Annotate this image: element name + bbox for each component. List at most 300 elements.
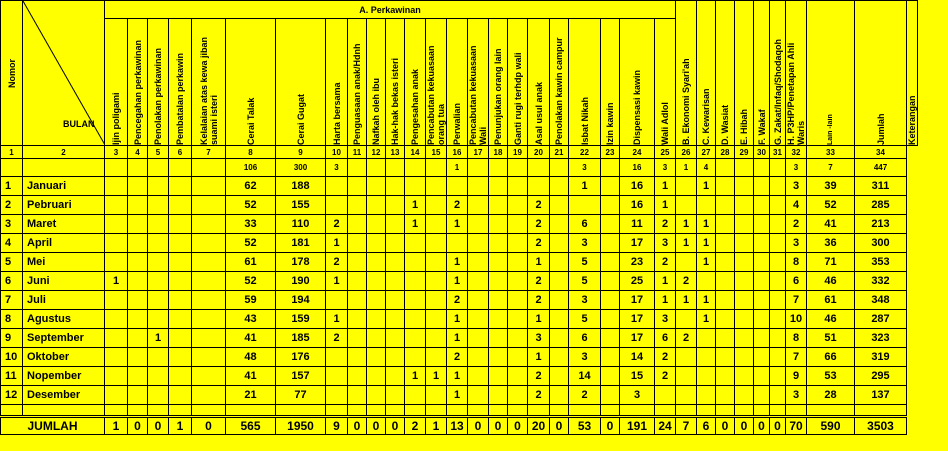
data-cell bbox=[148, 386, 169, 405]
cell-value: 2 bbox=[333, 332, 340, 344]
data-cell bbox=[105, 234, 128, 253]
data-cell bbox=[192, 348, 226, 367]
month-cell bbox=[23, 348, 105, 367]
blank-cell bbox=[754, 405, 770, 417]
jumlah-cell bbox=[807, 417, 855, 435]
row-number bbox=[1, 329, 23, 348]
column-header-label: Hak-hak bekas isteri bbox=[390, 57, 400, 145]
data-cell bbox=[226, 253, 276, 272]
cell-value: 2 bbox=[682, 275, 690, 287]
column-header-label: Harta bersama bbox=[331, 82, 342, 145]
data-cell bbox=[550, 177, 569, 196]
cell-value: 1 bbox=[453, 332, 461, 344]
jumlah-value: 13 bbox=[450, 419, 464, 433]
data-cell bbox=[405, 234, 426, 253]
column-number-label: 21 bbox=[554, 147, 564, 157]
data-cell bbox=[770, 272, 786, 291]
data-cell bbox=[386, 348, 405, 367]
data-cell bbox=[348, 291, 367, 310]
data-cell bbox=[735, 253, 754, 272]
data-cell bbox=[754, 386, 770, 405]
blank-cell bbox=[735, 405, 754, 417]
blank-cell bbox=[226, 405, 276, 417]
data-cell bbox=[326, 234, 348, 253]
cell-value: 7 bbox=[792, 351, 800, 363]
table-row bbox=[1, 196, 918, 215]
blank-cell bbox=[405, 405, 426, 417]
data-cell bbox=[550, 196, 569, 215]
total-cell bbox=[405, 159, 426, 177]
cell-value: 178 bbox=[291, 256, 310, 268]
blank-cell bbox=[528, 405, 550, 417]
column-number bbox=[169, 146, 192, 159]
month-cell bbox=[23, 272, 105, 291]
data-cell bbox=[468, 310, 489, 329]
cell-value: 1 bbox=[333, 275, 340, 287]
data-cell bbox=[105, 310, 128, 329]
jumlah-value: 0 bbox=[372, 419, 380, 433]
data-cell bbox=[716, 215, 735, 234]
jumlah-value: 0 bbox=[758, 419, 765, 433]
column-header-label: Penolakan kawin campur bbox=[554, 37, 564, 145]
data-cell bbox=[348, 310, 367, 329]
cell-value: 1 bbox=[661, 275, 669, 287]
data-cell bbox=[676, 253, 697, 272]
section-header bbox=[105, 1, 676, 19]
data-cell bbox=[550, 253, 569, 272]
data-cell bbox=[105, 291, 128, 310]
total-cell bbox=[226, 159, 276, 177]
jumlah-value: 7 bbox=[682, 419, 690, 433]
cell-value: 1 bbox=[453, 370, 461, 382]
data-cell bbox=[148, 272, 169, 291]
column-number bbox=[226, 146, 276, 159]
jumlah-cell bbox=[386, 417, 405, 435]
jumlah-value: 24 bbox=[658, 419, 672, 433]
jumlah-cell bbox=[569, 417, 601, 435]
cell-value: 77 bbox=[294, 389, 307, 401]
data-cell bbox=[754, 196, 770, 215]
data-cell bbox=[405, 272, 426, 291]
cell-value: 5 bbox=[581, 313, 588, 325]
row-number-label: 8 bbox=[5, 313, 12, 325]
column-header bbox=[770, 1, 786, 146]
data-cell bbox=[468, 177, 489, 196]
cell-value: 1 bbox=[661, 294, 669, 306]
data-cell bbox=[226, 196, 276, 215]
total-cell bbox=[855, 159, 907, 177]
cell-value: 1 bbox=[411, 370, 419, 382]
cell-value: 300 bbox=[871, 237, 890, 249]
data-cell bbox=[807, 253, 855, 272]
data-cell bbox=[569, 253, 601, 272]
data-cell bbox=[508, 234, 528, 253]
cell-value: 4 bbox=[792, 199, 800, 211]
cell-value: 159 bbox=[291, 313, 310, 325]
data-cell bbox=[276, 272, 326, 291]
column-number-label: 32 bbox=[791, 147, 801, 157]
cell-value: 2 bbox=[535, 389, 542, 401]
data-cell bbox=[326, 386, 348, 405]
data-cell bbox=[697, 215, 716, 234]
row-number-label: 10 bbox=[5, 351, 18, 363]
total-cell bbox=[676, 159, 697, 177]
data-cell bbox=[226, 215, 276, 234]
data-cell bbox=[468, 253, 489, 272]
column-header bbox=[447, 19, 468, 146]
cell-value: 1 bbox=[702, 180, 710, 192]
cell-value: 17 bbox=[630, 332, 644, 344]
column-number-label: 22 bbox=[580, 147, 589, 157]
cell-value: 16 bbox=[630, 180, 644, 192]
data-cell bbox=[676, 234, 697, 253]
data-cell bbox=[786, 367, 807, 386]
cell-value: 14 bbox=[578, 370, 591, 382]
column-number-label: 10 bbox=[332, 147, 341, 157]
data-cell bbox=[169, 177, 192, 196]
column-number bbox=[386, 146, 405, 159]
total-cell bbox=[128, 159, 148, 177]
jumlah-cell bbox=[676, 417, 697, 435]
total-value: 3 bbox=[582, 163, 587, 172]
data-cell bbox=[169, 367, 192, 386]
column-header-label: Cerai Gugat bbox=[295, 93, 306, 145]
data-cell bbox=[367, 215, 386, 234]
row-number bbox=[1, 177, 23, 196]
column-number-label: 14 bbox=[410, 147, 420, 157]
data-cell bbox=[128, 329, 148, 348]
column-number-label: 13 bbox=[390, 147, 400, 157]
blank-cell bbox=[447, 405, 468, 417]
data-cell bbox=[348, 253, 367, 272]
column-number bbox=[405, 146, 426, 159]
data-cell bbox=[807, 329, 855, 348]
data-cell bbox=[550, 329, 569, 348]
cell-value: 2 bbox=[535, 218, 542, 230]
jumlah-value: 0 bbox=[774, 419, 781, 433]
data-cell bbox=[105, 272, 128, 291]
data-cell bbox=[786, 329, 807, 348]
data-cell bbox=[276, 215, 326, 234]
data-cell bbox=[508, 196, 528, 215]
data-cell bbox=[655, 310, 676, 329]
data-cell bbox=[735, 291, 754, 310]
total-cell bbox=[569, 159, 601, 177]
data-cell bbox=[128, 272, 148, 291]
column-number-label: 23 bbox=[605, 147, 615, 157]
data-cell bbox=[676, 310, 697, 329]
data-cell bbox=[386, 329, 405, 348]
column-header bbox=[105, 19, 128, 146]
data-cell bbox=[770, 329, 786, 348]
month-label: Oktober bbox=[27, 351, 70, 363]
column-header-label: Keterangan bbox=[907, 95, 917, 145]
data-cell bbox=[754, 329, 770, 348]
data-cell bbox=[367, 177, 386, 196]
cell-value: 52 bbox=[244, 275, 257, 287]
row-number bbox=[1, 386, 23, 405]
data-cell bbox=[569, 291, 601, 310]
jumlah-value: 0 bbox=[494, 419, 502, 433]
cell-value: 1 bbox=[154, 332, 162, 344]
data-cell bbox=[426, 196, 447, 215]
cell-value: 1 bbox=[453, 313, 461, 325]
data-cell bbox=[807, 386, 855, 405]
cell-value: 332 bbox=[871, 275, 890, 287]
cell-value: 155 bbox=[291, 199, 310, 211]
data-cell bbox=[148, 310, 169, 329]
data-cell bbox=[550, 291, 569, 310]
column-header-label: Pembatalan perkawin bbox=[175, 52, 185, 145]
column-header-label: F. Wakaf bbox=[756, 109, 767, 145]
data-cell bbox=[367, 253, 386, 272]
column-header-label: Ganti rugi terhdp wali bbox=[512, 52, 523, 145]
total-cell bbox=[508, 159, 528, 177]
blank-cell bbox=[655, 405, 676, 417]
column-header bbox=[569, 19, 601, 146]
month-label: Juli bbox=[27, 294, 46, 306]
data-cell bbox=[807, 367, 855, 386]
cell-value: 2 bbox=[535, 199, 542, 211]
cell-value: 2 bbox=[661, 351, 669, 363]
cell-value: 62 bbox=[244, 180, 257, 192]
data-cell bbox=[754, 310, 770, 329]
jumlah-cell bbox=[226, 417, 276, 435]
data-cell bbox=[655, 234, 676, 253]
cell-value: 1 bbox=[453, 389, 461, 401]
column-header bbox=[468, 19, 489, 146]
data-cell bbox=[192, 234, 226, 253]
data-cell bbox=[550, 215, 569, 234]
blank-cell bbox=[148, 405, 169, 417]
jumlah-value: 1950 bbox=[287, 419, 314, 433]
data-cell bbox=[620, 291, 655, 310]
jumlah-cell bbox=[447, 417, 468, 435]
data-cell bbox=[754, 234, 770, 253]
column-header bbox=[128, 19, 148, 146]
data-cell bbox=[192, 367, 226, 386]
column-header bbox=[169, 19, 192, 146]
column-number bbox=[23, 146, 105, 159]
data-cell bbox=[226, 386, 276, 405]
jumlah-cell bbox=[326, 417, 348, 435]
cell-value: 287 bbox=[871, 313, 890, 325]
jumlah-cell bbox=[426, 417, 447, 435]
column-number-label: 6 bbox=[177, 147, 183, 157]
data-cell bbox=[148, 291, 169, 310]
data-cell bbox=[807, 291, 855, 310]
jumlah-value: 20 bbox=[531, 419, 546, 433]
data-cell bbox=[105, 196, 128, 215]
data-cell bbox=[405, 329, 426, 348]
data-cell bbox=[386, 310, 405, 329]
data-cell bbox=[447, 234, 468, 253]
data-cell bbox=[326, 348, 348, 367]
data-cell bbox=[405, 367, 426, 386]
jumlah-value: 0 bbox=[740, 419, 748, 433]
cell-value: 190 bbox=[291, 275, 310, 287]
cell-value: 1 bbox=[453, 275, 461, 287]
total-cell bbox=[807, 159, 855, 177]
data-cell bbox=[447, 215, 468, 234]
cell-value: 2 bbox=[581, 389, 588, 401]
cell-value: 2 bbox=[792, 218, 800, 230]
column-header-label: E. Hibah bbox=[739, 108, 749, 145]
column-header bbox=[367, 19, 386, 146]
data-cell bbox=[276, 196, 326, 215]
column-header bbox=[697, 1, 716, 146]
data-cell bbox=[226, 348, 276, 367]
total-value: 1 bbox=[454, 163, 460, 172]
column-header-label: Jumlah bbox=[875, 113, 886, 145]
data-cell bbox=[601, 196, 620, 215]
total-cell bbox=[601, 159, 620, 177]
cell-value: 3 bbox=[792, 237, 800, 249]
data-cell bbox=[550, 386, 569, 405]
data-cell bbox=[148, 196, 169, 215]
data-cell bbox=[735, 196, 754, 215]
column-header-label: Penunjukan orang lain bbox=[493, 48, 503, 145]
data-cell bbox=[735, 177, 754, 196]
cell-value: 23 bbox=[630, 256, 644, 268]
jumlah-cell bbox=[405, 417, 426, 435]
data-cell bbox=[105, 348, 128, 367]
total-cell bbox=[468, 159, 489, 177]
row-number bbox=[1, 348, 23, 367]
column-header-label: Pengesahan anak bbox=[410, 68, 420, 145]
data-cell bbox=[716, 291, 735, 310]
cell-value: 319 bbox=[871, 351, 890, 363]
column-header-label: Pencabutan kekuasaan Wali bbox=[468, 45, 488, 145]
data-cell bbox=[468, 367, 489, 386]
column-number bbox=[348, 146, 367, 159]
total-value: 300 bbox=[293, 163, 308, 172]
row-number-label: 7 bbox=[5, 294, 12, 306]
jumlah-cell bbox=[128, 417, 148, 435]
total-cell bbox=[655, 159, 676, 177]
data-cell bbox=[601, 310, 620, 329]
cell-value: 71 bbox=[824, 256, 837, 268]
data-cell bbox=[468, 386, 489, 405]
data-cell bbox=[148, 177, 169, 196]
table-row bbox=[1, 234, 918, 253]
cell-value: 1 bbox=[702, 218, 710, 230]
data-cell bbox=[620, 177, 655, 196]
data-cell bbox=[855, 348, 907, 367]
column-number bbox=[676, 146, 697, 159]
data-cell bbox=[169, 310, 192, 329]
data-cell bbox=[508, 253, 528, 272]
data-cell bbox=[697, 291, 716, 310]
data-cell bbox=[770, 291, 786, 310]
data-cell bbox=[348, 177, 367, 196]
data-cell bbox=[326, 177, 348, 196]
row-number-label: 2 bbox=[5, 199, 12, 211]
row-number bbox=[1, 367, 23, 386]
data-cell bbox=[426, 310, 447, 329]
row-number-label: 6 bbox=[5, 275, 12, 287]
data-cell bbox=[105, 253, 128, 272]
cell-value: 3 bbox=[535, 332, 542, 344]
data-cell bbox=[405, 348, 426, 367]
data-cell bbox=[716, 234, 735, 253]
row-number bbox=[1, 196, 23, 215]
data-cell bbox=[489, 329, 508, 348]
cell-value: 52 bbox=[824, 199, 837, 211]
data-cell bbox=[807, 234, 855, 253]
column-number-label: 20 bbox=[534, 147, 543, 157]
blank-cell bbox=[807, 405, 855, 417]
column-number bbox=[508, 146, 528, 159]
data-cell bbox=[148, 367, 169, 386]
column-number-label: 15 bbox=[431, 147, 441, 157]
month-cell bbox=[23, 291, 105, 310]
cell-value: 41 bbox=[244, 332, 257, 344]
jumlah-value: 53 bbox=[577, 419, 592, 433]
month-label: Maret bbox=[27, 218, 57, 230]
month-label: April bbox=[27, 237, 53, 249]
cell-value: 28 bbox=[824, 389, 837, 401]
data-cell bbox=[697, 253, 716, 272]
blank-cell bbox=[23, 405, 105, 417]
column-header bbox=[192, 19, 226, 146]
data-cell bbox=[447, 253, 468, 272]
column-header-label: Nafkah oleh ibu bbox=[371, 77, 381, 145]
month-label: September bbox=[27, 332, 84, 344]
data-cell bbox=[716, 348, 735, 367]
data-cell bbox=[276, 310, 326, 329]
cell-value: 1 bbox=[682, 237, 690, 249]
data-cell bbox=[226, 272, 276, 291]
column-number bbox=[105, 146, 128, 159]
jumlah-cell bbox=[348, 417, 367, 435]
cell-value: 41 bbox=[824, 218, 837, 230]
data-cell bbox=[655, 215, 676, 234]
cell-value: 21 bbox=[244, 389, 257, 401]
data-cell bbox=[169, 272, 192, 291]
column-number-label: 19 bbox=[513, 147, 522, 157]
data-cell bbox=[192, 177, 226, 196]
data-cell bbox=[620, 272, 655, 291]
cell-value: 3 bbox=[581, 237, 588, 249]
data-cell bbox=[770, 386, 786, 405]
column-header-label: Cerai Talak bbox=[245, 97, 256, 145]
jumlah-cell bbox=[468, 417, 489, 435]
month-label: Januari bbox=[27, 180, 67, 192]
data-cell bbox=[405, 215, 426, 234]
cell-value: 1 bbox=[411, 199, 419, 211]
blank-cell bbox=[601, 405, 620, 417]
data-cell bbox=[655, 291, 676, 310]
column-header bbox=[754, 1, 770, 146]
column-header-label: B. Ekonomi Syari'ah bbox=[681, 58, 691, 145]
month-label: Nopember bbox=[27, 370, 82, 382]
data-cell bbox=[716, 367, 735, 386]
data-cell bbox=[128, 386, 148, 405]
cell-value: 1 bbox=[661, 180, 669, 192]
data-cell bbox=[655, 348, 676, 367]
data-cell bbox=[676, 272, 697, 291]
cell-value: 2 bbox=[333, 256, 340, 268]
table-row bbox=[1, 215, 918, 234]
cell-value: 53 bbox=[824, 370, 837, 382]
data-cell bbox=[601, 291, 620, 310]
cell-value: 52 bbox=[244, 199, 257, 211]
jumlah-value: 565 bbox=[240, 419, 261, 433]
blank-cell bbox=[276, 405, 326, 417]
data-cell bbox=[528, 234, 550, 253]
data-cell bbox=[569, 310, 601, 329]
